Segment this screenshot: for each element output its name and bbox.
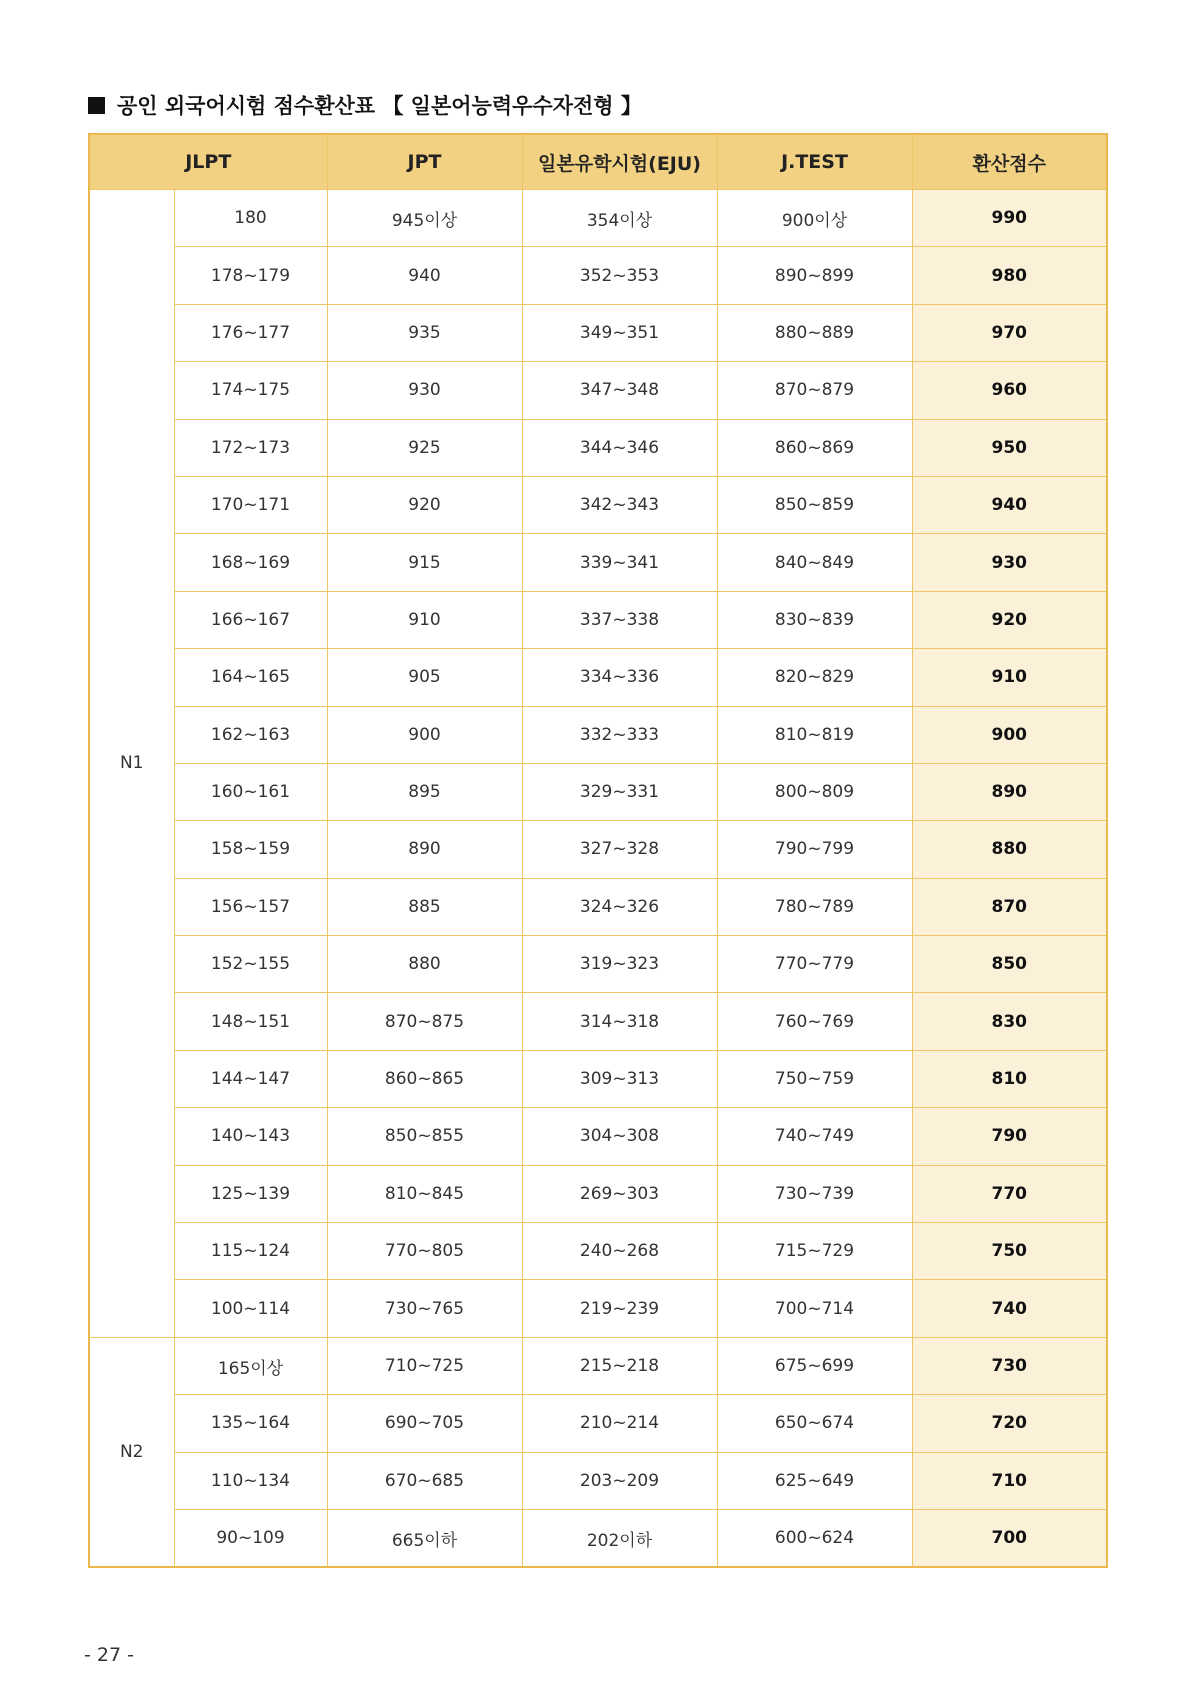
header-jtest: J.TEST: [717, 134, 912, 190]
table-row: [89, 993, 1107, 1050]
jtest-score-cell: 650~674: [717, 1395, 912, 1452]
jlpt-score-cell: 165이상: [174, 1337, 327, 1394]
jlpt-score-cell: 174~175: [174, 362, 327, 419]
jlpt-score-cell: 125~139: [174, 1165, 327, 1222]
eju-score-cell: 342~343: [522, 476, 717, 533]
eju-score-cell: 344~346: [522, 419, 717, 476]
document-title: [88, 90, 642, 120]
jtest-score-cell: 870~879: [717, 362, 912, 419]
converted-score-cell: 960: [912, 362, 1107, 419]
converted-score-cell: 700: [912, 1509, 1107, 1567]
jtest-score-cell: 860~869: [717, 419, 912, 476]
eju-score-cell: 215~218: [522, 1337, 717, 1394]
converted-score-cell: 990: [912, 190, 1107, 247]
jpt-score-cell: 915: [327, 534, 522, 591]
jpt-score-cell: 905: [327, 649, 522, 706]
jlpt-score-cell: 156~157: [174, 878, 327, 935]
eju-score-cell: 337~338: [522, 591, 717, 648]
jpt-score-cell: 895: [327, 763, 522, 820]
eju-score-cell: 327~328: [522, 821, 717, 878]
jpt-score-cell: 940: [327, 247, 522, 304]
converted-score-cell: 970: [912, 304, 1107, 361]
jtest-score-cell: 880~889: [717, 304, 912, 361]
table-row: [89, 1223, 1107, 1280]
jlpt-score-cell: 176~177: [174, 304, 327, 361]
jlpt-score-cell: 148~151: [174, 993, 327, 1050]
header-jlpt: JLPT: [89, 134, 327, 190]
jpt-score-cell: 945이상: [327, 190, 522, 247]
converted-score-cell: 910: [912, 649, 1107, 706]
eju-score-cell: 219~239: [522, 1280, 717, 1337]
converted-score-cell: 850: [912, 936, 1107, 993]
jlpt-level-cell: N1: [89, 190, 174, 1338]
jpt-score-cell: 810~845: [327, 1165, 522, 1222]
table-row: [89, 362, 1107, 419]
jpt-score-cell: 935: [327, 304, 522, 361]
table-row: [89, 936, 1107, 993]
table-row: [89, 649, 1107, 706]
jlpt-score-cell: 164~165: [174, 649, 327, 706]
black-square-icon: [88, 97, 105, 114]
table-row: [89, 1280, 1107, 1337]
jlpt-level-cell: N2: [89, 1337, 174, 1567]
jpt-score-cell: 890: [327, 821, 522, 878]
jtest-score-cell: 820~829: [717, 649, 912, 706]
header-eju: 일본유학시험(EJU): [522, 134, 717, 190]
eju-score-cell: 329~331: [522, 763, 717, 820]
table-row: [89, 1452, 1107, 1509]
jlpt-score-cell: 90~109: [174, 1509, 327, 1567]
jpt-score-cell: 710~725: [327, 1337, 522, 1394]
converted-score-cell: 830: [912, 993, 1107, 1050]
jlpt-score-cell: 170~171: [174, 476, 327, 533]
converted-score-cell: 730: [912, 1337, 1107, 1394]
jpt-score-cell: 670~685: [327, 1452, 522, 1509]
jpt-score-cell: 870~875: [327, 993, 522, 1050]
jlpt-score-cell: 100~114: [174, 1280, 327, 1337]
jtest-score-cell: 715~729: [717, 1223, 912, 1280]
jtest-score-cell: 790~799: [717, 821, 912, 878]
table-row: [89, 1337, 1107, 1394]
table-row: [89, 1395, 1107, 1452]
jlpt-score-cell: 166~167: [174, 591, 327, 648]
converted-score-cell: 980: [912, 247, 1107, 304]
eju-score-cell: 324~326: [522, 878, 717, 935]
jlpt-score-cell: 178~179: [174, 247, 327, 304]
table-row: [89, 763, 1107, 820]
jlpt-score-cell: 180: [174, 190, 327, 247]
converted-score-cell: 750: [912, 1223, 1107, 1280]
table-row: [89, 534, 1107, 591]
jtest-score-cell: 625~649: [717, 1452, 912, 1509]
eju-score-cell: 334~336: [522, 649, 717, 706]
eju-score-cell: 210~214: [522, 1395, 717, 1452]
eju-score-cell: 347~348: [522, 362, 717, 419]
converted-score-cell: 870: [912, 878, 1107, 935]
converted-score-cell: 880: [912, 821, 1107, 878]
score-conversion-table: [88, 133, 1108, 1568]
table-row: [89, 419, 1107, 476]
jtest-score-cell: 850~859: [717, 476, 912, 533]
jlpt-score-cell: 152~155: [174, 936, 327, 993]
document-title-text: 공인 외국어시험 점수환산표 【 일본어능력우수자전형 】: [117, 94, 642, 118]
eju-score-cell: 203~209: [522, 1452, 717, 1509]
jpt-score-cell: 920: [327, 476, 522, 533]
jpt-score-cell: 850~855: [327, 1108, 522, 1165]
jtest-score-cell: 760~769: [717, 993, 912, 1050]
jlpt-score-cell: 160~161: [174, 763, 327, 820]
table-row: [89, 591, 1107, 648]
jlpt-score-cell: 172~173: [174, 419, 327, 476]
converted-score-cell: 940: [912, 476, 1107, 533]
eju-score-cell: 240~268: [522, 1223, 717, 1280]
jpt-score-cell: 730~765: [327, 1280, 522, 1337]
jtest-score-cell: 810~819: [717, 706, 912, 763]
converted-score-cell: 720: [912, 1395, 1107, 1452]
table-row: [89, 247, 1107, 304]
eju-score-cell: 354이상: [522, 190, 717, 247]
eju-score-cell: 352~353: [522, 247, 717, 304]
jtest-score-cell: 675~699: [717, 1337, 912, 1394]
table-row: [89, 1509, 1107, 1567]
converted-score-cell: 930: [912, 534, 1107, 591]
eju-score-cell: 314~318: [522, 993, 717, 1050]
eju-score-cell: 309~313: [522, 1050, 717, 1107]
eju-score-cell: 202이하: [522, 1509, 717, 1567]
jpt-score-cell: 770~805: [327, 1223, 522, 1280]
jpt-score-cell: 925: [327, 419, 522, 476]
eju-score-cell: 332~333: [522, 706, 717, 763]
table-row: [89, 1050, 1107, 1107]
jtest-score-cell: 700~714: [717, 1280, 912, 1337]
eju-score-cell: 319~323: [522, 936, 717, 993]
jlpt-score-cell: 168~169: [174, 534, 327, 591]
jpt-score-cell: 860~865: [327, 1050, 522, 1107]
jlpt-score-cell: 140~143: [174, 1108, 327, 1165]
jpt-score-cell: 900: [327, 706, 522, 763]
jtest-score-cell: 750~759: [717, 1050, 912, 1107]
page-number: - 27 -: [84, 1644, 134, 1666]
jtest-score-cell: 890~899: [717, 247, 912, 304]
table-body: [89, 190, 1107, 1568]
converted-score-cell: 890: [912, 763, 1107, 820]
jtest-score-cell: 770~779: [717, 936, 912, 993]
jlpt-score-cell: 110~134: [174, 1452, 327, 1509]
jtest-score-cell: 900이상: [717, 190, 912, 247]
jtest-score-cell: 730~739: [717, 1165, 912, 1222]
jtest-score-cell: 830~839: [717, 591, 912, 648]
jpt-score-cell: 930: [327, 362, 522, 419]
jlpt-score-cell: 135~164: [174, 1395, 327, 1452]
jpt-score-cell: 910: [327, 591, 522, 648]
table-row: [89, 878, 1107, 935]
table-row: [89, 304, 1107, 361]
converted-score-cell: 790: [912, 1108, 1107, 1165]
jlpt-score-cell: 162~163: [174, 706, 327, 763]
jlpt-score-cell: 144~147: [174, 1050, 327, 1107]
converted-score-cell: 710: [912, 1452, 1107, 1509]
jpt-score-cell: 880: [327, 936, 522, 993]
header-converted-score: 환산점수: [912, 134, 1107, 190]
converted-score-cell: 740: [912, 1280, 1107, 1337]
table-header-row: [89, 134, 1107, 190]
jpt-score-cell: 690~705: [327, 1395, 522, 1452]
jtest-score-cell: 840~849: [717, 534, 912, 591]
table-row: [89, 821, 1107, 878]
converted-score-cell: 900: [912, 706, 1107, 763]
eju-score-cell: 304~308: [522, 1108, 717, 1165]
header-jpt: JPT: [327, 134, 522, 190]
table-row: [89, 1165, 1107, 1222]
table-row: [89, 190, 1107, 247]
converted-score-cell: 770: [912, 1165, 1107, 1222]
jtest-score-cell: 600~624: [717, 1509, 912, 1567]
converted-score-cell: 920: [912, 591, 1107, 648]
table-row: [89, 1108, 1107, 1165]
eju-score-cell: 349~351: [522, 304, 717, 361]
jtest-score-cell: 740~749: [717, 1108, 912, 1165]
converted-score-cell: 810: [912, 1050, 1107, 1107]
eju-score-cell: 339~341: [522, 534, 717, 591]
table-row: [89, 476, 1107, 533]
table-row: [89, 706, 1107, 763]
jtest-score-cell: 780~789: [717, 878, 912, 935]
eju-score-cell: 269~303: [522, 1165, 717, 1222]
jpt-score-cell: 665이하: [327, 1509, 522, 1567]
jlpt-score-cell: 158~159: [174, 821, 327, 878]
jlpt-score-cell: 115~124: [174, 1223, 327, 1280]
jpt-score-cell: 885: [327, 878, 522, 935]
converted-score-cell: 950: [912, 419, 1107, 476]
jtest-score-cell: 800~809: [717, 763, 912, 820]
